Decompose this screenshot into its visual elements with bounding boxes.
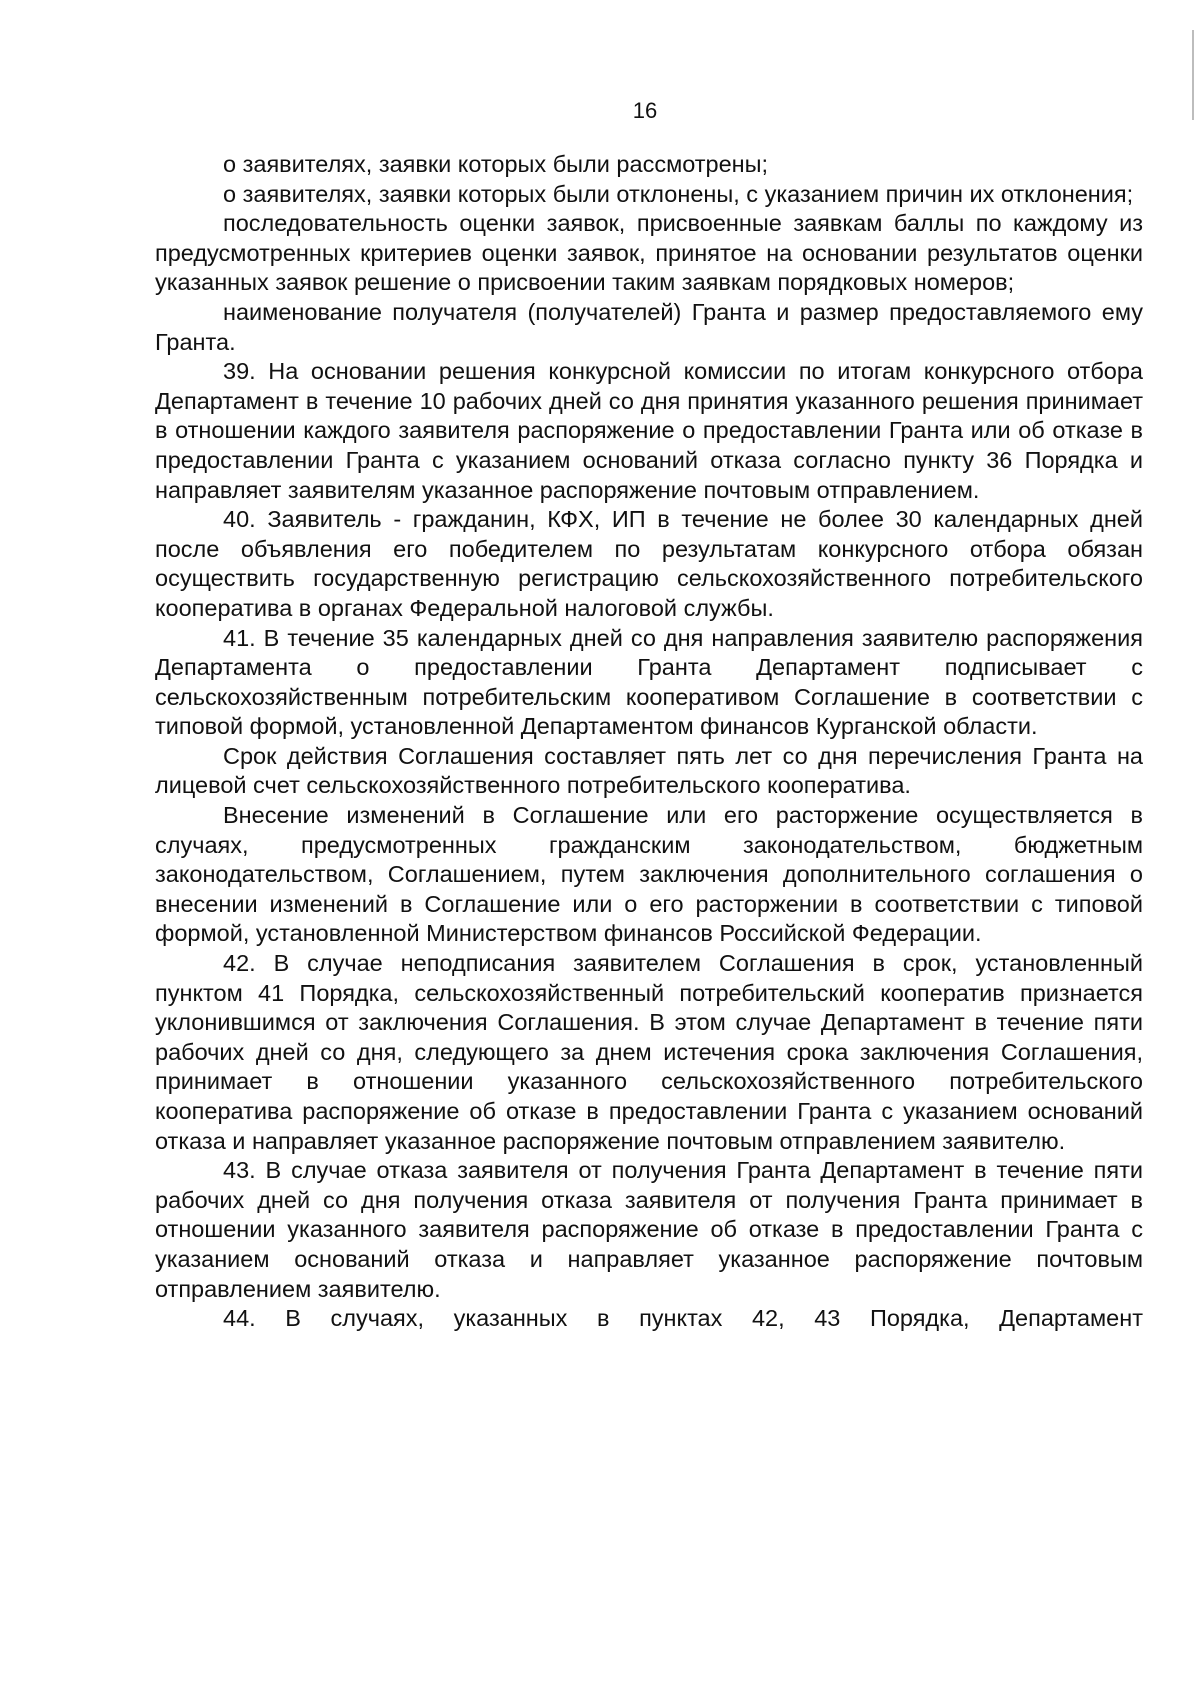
paragraph-agreement-term: Срок действия Соглашения составляет пять лет со дня перечисления Гранта на лицевой счет сельскохозяйственного потребительского кооператива. — [155, 742, 1143, 799]
paragraph-evaluation-order: последовательность оценки заявок, присвоенные заявкам баллы по каждому из предусмотренных критериев оценки заявок, принятое на основании результатов оценки указанных заявок решение о присвоении таким заявкам порядковых номеров; — [155, 210, 1143, 296]
paragraph-item-39: 39. На основании решения конкурсной комиссии по итогам конкурсного отбора Департамент в течение 10 рабочих дней со дня принятия указанного решения принимает в отношении каждого заявителя распоряжение о предоставлении Гранта или об отказе в предоставлении Гранта с указанием оснований отказа согласно пункту 36 Порядка и направляет заявителям указанное распоряжение почтовым отправлением. — [155, 358, 1143, 503]
paragraph-agreement-changes: Внесение изменений в Соглашение или его расторжение осуществляется в случаях, предусмотренных гражданским законодательством, бюджетным законодательством, Соглашением, путем заключения дополнительного соглашения о внесении изменений в Соглашение или о его расторжении в соответствии с типовой формой, установленной Министерством финансов Российской Федерации. — [155, 802, 1143, 947]
paragraph-item-40: 40. Заявитель - гражданин, КФХ, ИП в течение не более 30 календарных дней после объявления его победителем по результатам конкурсного отбора обязан осуществить государственную регистрацию сельскохозяйственного потребительского кооператива в органах Федеральной налоговой службы. — [155, 506, 1143, 621]
paragraph-rejected-applicants: о заявителях, заявки которых были отклонены, с указанием причин их отклонения; — [223, 180, 1134, 207]
paragraph-grant-recipient: наименование получателя (получателей) Гранта и размер предоставляемого ему Гранта. — [155, 298, 1143, 355]
paragraph-item-41: 41. В течение 35 календарных дней со дня направления заявителю распоряжения Департамента о предоставлении Гранта Департамент подписывает с сельскохозяйственным потребительским кооперативом Соглашение в соответствии с типовой формой, установленной Департаментом финансов Курганской области. — [155, 624, 1143, 740]
paragraph-item-42: 42. В случае неподписания заявителем Соглашения в срок, установленный пунктом 41 Порядка, сельскохозяйственный потребительский кооператив признается уклонившимся от заключения Соглашения. В этом случае Департамент в течение пяти рабочих дней со дня, следующего за днем истечения срока заключения Соглашения, принимает в отношении указанного сельскохозяйственного потребительского кооператива распоряжение об отказе в предоставлении Гранта с указанием оснований отказа и направляет указанное распоряжение почтовым отправлением заявителю. — [155, 950, 1143, 1154]
page-number: 16 — [632, 98, 658, 123]
document-body — [155, 150, 1143, 1334]
paragraph-item-44: 44. В случаях, указанных в пунктах 42, 43 Порядка, Департамент — [223, 1305, 1143, 1332]
paragraph-reviewed-applicants: о заявителях, заявки которых были рассмотрены; — [223, 151, 769, 177]
paragraph-item-43: 43. В случае отказа заявителя от получения Гранта Департамент в течение пяти рабочих дней со дня получения отказа заявителя от получения Гранта принимает в отношении указанного заявителя распоряжение об отказе в предоставлении Гранта с указанием оснований отказа и направляет указанное распоряжение почтовым отправлением заявителю. — [155, 1157, 1143, 1302]
